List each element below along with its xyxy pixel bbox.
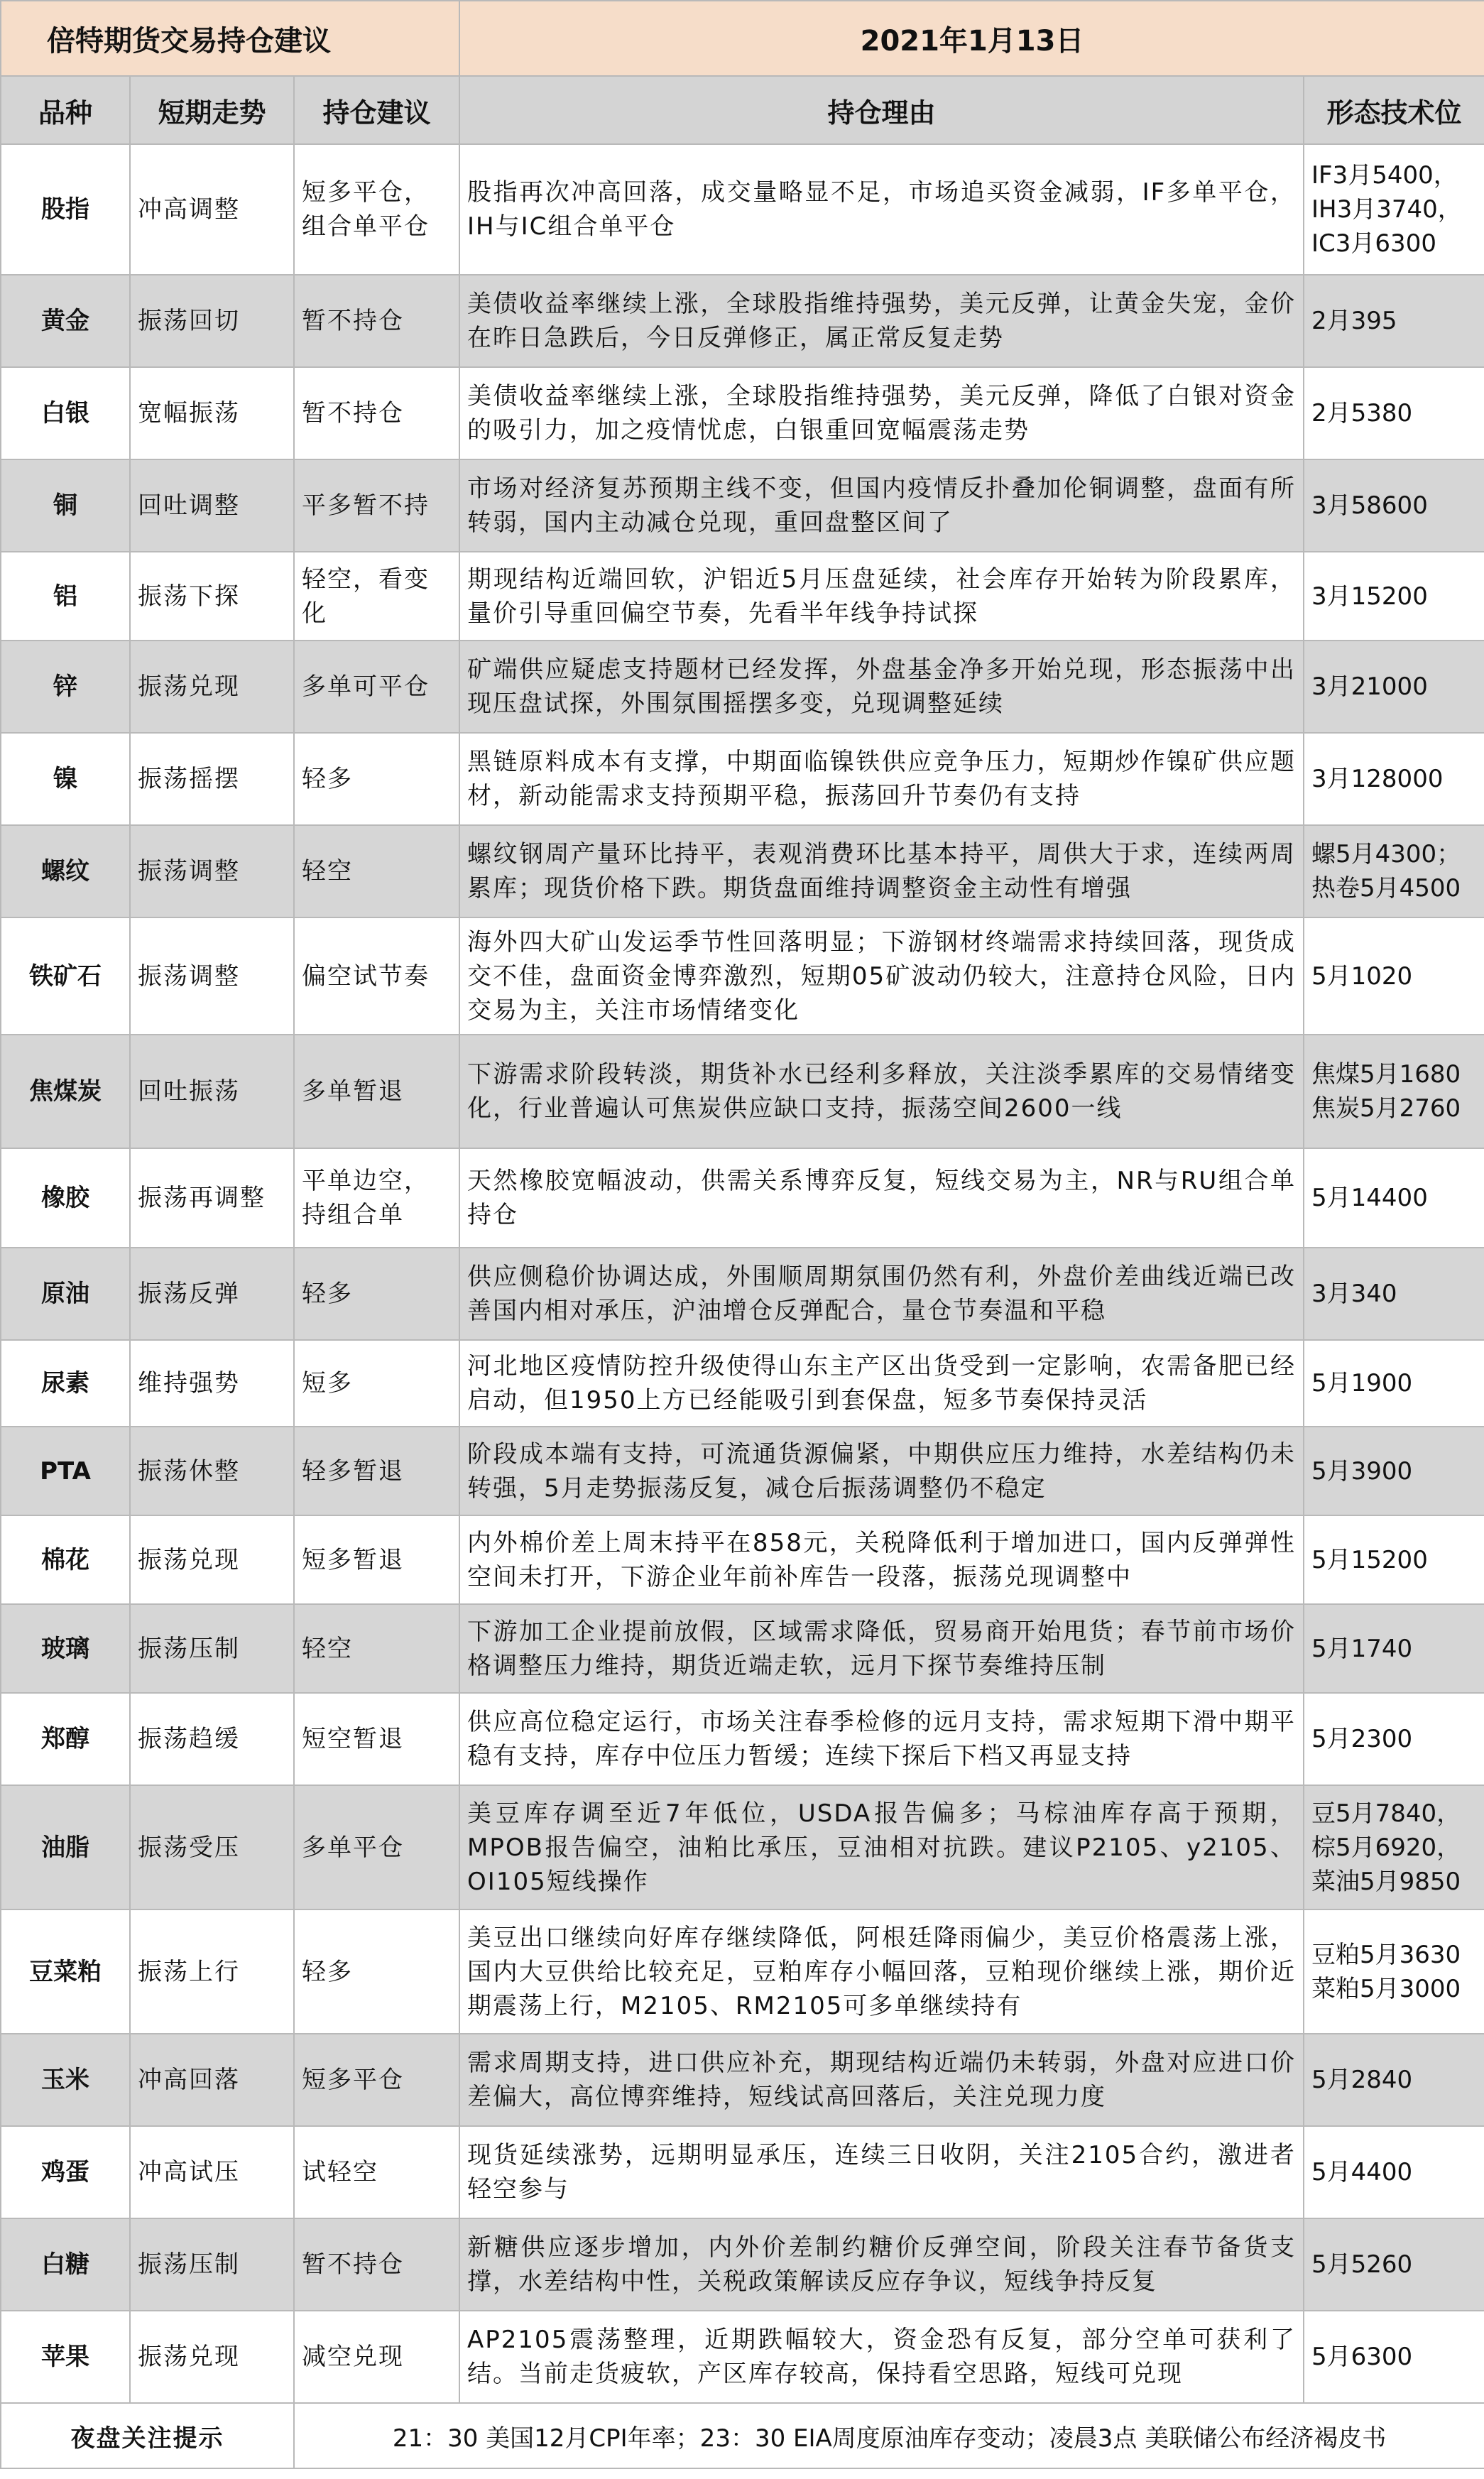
table-row <box>1 275 1484 367</box>
cell-tech: 焦煤5月1680 焦炭5月2760 <box>1304 1035 1484 1148</box>
cell-trend: 回吐调整 <box>130 459 294 552</box>
cell-tech: 豆5月7840， 棕5月6920， 菜油5月9850 <box>1304 1785 1484 1909</box>
cell-tech: 5月15200 <box>1304 1515 1484 1604</box>
cell-advice: 平多暂不持 <box>294 459 459 552</box>
header-reason: 持仓理由 <box>459 76 1304 144</box>
cell-reason: 海外四大矿山发运季节性回落明显；下游钢材终端需求持续回落，现货成交不佳，盘面资金博弈激烈，短期05矿波动仍较大，注意持仓风险，日内交易为主，关注市场情绪变化 <box>459 917 1304 1035</box>
cell-advice: 轻多 <box>294 1248 459 1340</box>
cell-reason: 下游需求阶段转淡，期货补水已经利多释放，关注淡季累库的交易情绪变化，行业普遍认可焦炭供应缺口支持，振荡空间2600一线 <box>459 1035 1304 1148</box>
cell-variety: 橡胶 <box>1 1148 130 1248</box>
footer-label: 夜盘关注提示 <box>1 2403 294 2468</box>
cell-reason: 市场对经济复苏预期主线不变，但国内疫情反扑叠加伦铜调整，盘面有所转弱，国内主动减仓兑现，重回盘整区间了 <box>459 459 1304 552</box>
cell-trend: 振荡反弹 <box>130 1248 294 1340</box>
cell-tech: 2月5380 <box>1304 367 1484 459</box>
cell-trend: 宽幅振荡 <box>130 367 294 459</box>
table-row <box>1 1604 1484 1693</box>
cell-tech: 2月395 <box>1304 275 1484 367</box>
cell-advice: 轻多 <box>294 1909 459 2034</box>
cell-reason: AP2105震荡整理，近期跌幅较大，资金恐有反复，部分空单可获利了结。当前走货疲软，产区库存较高，保持看空思路，短线可兑现 <box>459 2311 1304 2403</box>
cell-advice: 多单平仓 <box>294 1785 459 1909</box>
cell-advice: 轻空，看变化 <box>294 552 459 641</box>
cell-reason: 供应侧稳价协调达成，外围顺周期氛围仍然有利，外盘价差曲线近端已改善国内相对承压，沪油增仓反弹配合，量仓节奏温和平稳 <box>459 1248 1304 1340</box>
cell-variety: 郑醇 <box>1 1693 130 1785</box>
header-tech: 形态技术位 <box>1304 76 1484 144</box>
cell-trend: 振荡压制 <box>130 1604 294 1693</box>
cell-reason: 期现结构近端回软，沪铝近5月压盘延续，社会库存开始转为阶段累库，量价引导重回偏空节奏，先看半年线争持试探 <box>459 552 1304 641</box>
cell-reason: 美债收益率继续上涨，全球股指维持强势，美元反弹，让黄金失宠，金价在昨日急跌后，今日反弹修正，属正常反复走势 <box>459 275 1304 367</box>
cell-variety: 白银 <box>1 367 130 459</box>
cell-tech: 豆粕5月3630 菜粕5月3000 <box>1304 1909 1484 2034</box>
cell-reason: 美豆出口继续向好库存继续降低，阿根廷降雨偏少，美豆价格震荡上涨，国内大豆供给比较充足，豆粕库存小幅回落，豆粕现价继续上涨，期价近期震荡上行，M2105、RM2105可多单继续持有 <box>459 1909 1304 2034</box>
cell-tech: 5月4400 <box>1304 2126 1484 2218</box>
cell-variety: 鸡蛋 <box>1 2126 130 2218</box>
cell-reason: 黑链原料成本有支撑，中期面临镍铁供应竞争压力，短期炒作镍矿供应题材，新动能需求支持预期平稳，振荡回升节奏仍有支持 <box>459 733 1304 825</box>
cell-variety: 螺纹 <box>1 825 130 917</box>
cell-advice: 短多平仓 <box>294 2034 459 2126</box>
cell-variety: 镍 <box>1 733 130 825</box>
cell-variety: 锌 <box>1 641 130 733</box>
cell-variety: 苹果 <box>1 2311 130 2403</box>
cell-trend: 振荡兑现 <box>130 1515 294 1604</box>
cell-reason: 股指再次冲高回落，成交量略显不足，市场追买资金减弱，IF多单平仓，IH与IC组合单平仓 <box>459 144 1304 275</box>
cell-tech: 3月15200 <box>1304 552 1484 641</box>
table-row <box>1 1248 1484 1340</box>
table-row <box>1 1515 1484 1604</box>
cell-tech: 螺5月4300； 热卷5月4500 <box>1304 825 1484 917</box>
cell-advice: 短多暂退 <box>294 1515 459 1604</box>
title-row <box>1 1 1484 76</box>
cell-trend: 振荡受压 <box>130 1785 294 1909</box>
cell-advice: 偏空试节奏 <box>294 917 459 1035</box>
cell-tech: 5月6300 <box>1304 2311 1484 2403</box>
cell-advice: 试轻空 <box>294 2126 459 2218</box>
footer-text: 21：30 美国12月CPI年率；23：30 EIA周度原油库存变动；凌晨3点 美联储公布经济褐皮书 <box>294 2403 1484 2468</box>
cell-advice: 平单边空，持组合单 <box>294 1148 459 1248</box>
table-row <box>1 367 1484 459</box>
table-row <box>1 552 1484 641</box>
cell-trend: 振荡回切 <box>130 275 294 367</box>
cell-reason: 供应高位稳定运行，市场关注春季检修的远月支持，需求短期下滑中期平稳有支持，库存中位压力暂缓；连续下探后下档又再显支持 <box>459 1693 1304 1785</box>
cell-reason: 河北地区疫情防控升级使得山东主产区出货受到一定影响，农需备肥已经启动，但1950上方已经能吸引到套保盘，短多节奏保持灵活 <box>459 1340 1304 1427</box>
cell-tech: 5月1020 <box>1304 917 1484 1035</box>
cell-trend: 振荡兑现 <box>130 641 294 733</box>
cell-variety: 豆菜粕 <box>1 1909 130 2034</box>
table-row <box>1 2311 1484 2403</box>
cell-variety: 白糖 <box>1 2218 130 2311</box>
cell-tech: 5月5260 <box>1304 2218 1484 2311</box>
cell-trend: 振荡兑现 <box>130 2311 294 2403</box>
cell-advice: 轻多暂退 <box>294 1427 459 1515</box>
cell-reason: 螺纹钢周产量环比持平，表观消费环比基本持平，周供大于求，连续两周累库；现货价格下跌。期货盘面维持调整资金主动性有增强 <box>459 825 1304 917</box>
cell-variety: 油脂 <box>1 1785 130 1909</box>
cell-reason: 现货延续涨势，远期明显承压，连续三日收阴，关注2105合约，激进者轻空参与 <box>459 2126 1304 2218</box>
table-date: 2021年1月13日 <box>459 1 1484 76</box>
cell-trend: 振荡摇摆 <box>130 733 294 825</box>
cell-trend: 回吐振荡 <box>130 1035 294 1148</box>
table-row <box>1 1035 1484 1148</box>
cell-advice: 减空兑现 <box>294 2311 459 2403</box>
table-row <box>1 917 1484 1035</box>
cell-trend: 振荡调整 <box>130 825 294 917</box>
cell-trend: 振荡上行 <box>130 1909 294 2034</box>
table-row <box>1 733 1484 825</box>
cell-variety: 股指 <box>1 144 130 275</box>
cell-reason: 新糖供应逐步增加，内外价差制约糖价反弹空间，阶段关注春节备货支撑，水差结构中性，关税政策解读反应存争议，短线争持反复 <box>459 2218 1304 2311</box>
cell-reason: 矿端供应疑虑支持题材已经发挥，外盘基金净多开始兑现，形态振荡中出现压盘试探，外围氛围摇摆多变，兑现调整延续 <box>459 641 1304 733</box>
cell-trend: 振荡趋缓 <box>130 1693 294 1785</box>
table-row <box>1 144 1484 275</box>
cell-variety: 棉花 <box>1 1515 130 1604</box>
table-row <box>1 2126 1484 2218</box>
cell-trend: 振荡压制 <box>130 2218 294 2311</box>
footer-row <box>1 2403 1484 2468</box>
table-row <box>1 1909 1484 2034</box>
cell-trend: 振荡下探 <box>130 552 294 641</box>
table-title: 倍特期货交易持仓建议 <box>1 1 459 76</box>
header-advice: 持仓建议 <box>294 76 459 144</box>
table-row <box>1 2218 1484 2311</box>
cell-reason: 下游加工企业提前放假，区域需求降低，贸易商开始甩货；春节前市场价格调整压力维持，期货近端走软，远月下探节奏维持压制 <box>459 1604 1304 1693</box>
table-row <box>1 825 1484 917</box>
cell-variety: 铁矿石 <box>1 917 130 1035</box>
cell-advice: 轻空 <box>294 1604 459 1693</box>
cell-trend: 冲高调整 <box>130 144 294 275</box>
table-row <box>1 1693 1484 1785</box>
header-variety: 品种 <box>1 76 130 144</box>
cell-trend: 振荡再调整 <box>130 1148 294 1248</box>
cell-advice: 短多平仓，组合单平仓 <box>294 144 459 275</box>
cell-reason: 美债收益率继续上涨，全球股指维持强势，美元反弹，降低了白银对资金的吸引力，加之疫情忧虑，白银重回宽幅震荡走势 <box>459 367 1304 459</box>
cell-trend: 振荡休整 <box>130 1427 294 1515</box>
cell-reason: 美豆库存调至近7年低位，USDA报告偏多；马棕油库存高于预期，MPOB报告偏空，油粕比承压，豆油相对抗跌。建议P2105、y2105、OI105短线操作 <box>459 1785 1304 1909</box>
table-row <box>1 641 1484 733</box>
cell-variety: 铝 <box>1 552 130 641</box>
table-row <box>1 459 1484 552</box>
cell-tech: 3月340 <box>1304 1248 1484 1340</box>
table-row <box>1 1427 1484 1515</box>
cell-advice: 暂不持仓 <box>294 2218 459 2311</box>
cell-advice: 多单暂退 <box>294 1035 459 1148</box>
cell-tech: 5月3900 <box>1304 1427 1484 1515</box>
cell-trend: 冲高回落 <box>130 2034 294 2126</box>
cell-variety: 玻璃 <box>1 1604 130 1693</box>
cell-tech: 5月1740 <box>1304 1604 1484 1693</box>
cell-variety: 焦煤炭 <box>1 1035 130 1148</box>
cell-trend: 振荡调整 <box>130 917 294 1035</box>
cell-advice: 短空暂退 <box>294 1693 459 1785</box>
cell-trend: 维持强势 <box>130 1340 294 1427</box>
cell-advice: 轻空 <box>294 825 459 917</box>
table-row <box>1 1785 1484 1909</box>
cell-advice: 多单可平仓 <box>294 641 459 733</box>
cell-variety: PTA <box>1 1427 130 1515</box>
table-row <box>1 1148 1484 1248</box>
table-row <box>1 1340 1484 1427</box>
cell-tech: 5月14400 <box>1304 1148 1484 1248</box>
header-trend: 短期走势 <box>130 76 294 144</box>
cell-tech: 3月58600 <box>1304 459 1484 552</box>
cell-tech: IF3月5400， IH3月3740， IC3月6300 <box>1304 144 1484 275</box>
cell-tech: 5月1900 <box>1304 1340 1484 1427</box>
cell-variety: 铜 <box>1 459 130 552</box>
cell-tech: 3月128000 <box>1304 733 1484 825</box>
cell-trend: 冲高试压 <box>130 2126 294 2218</box>
cell-advice: 暂不持仓 <box>294 367 459 459</box>
cell-tech: 5月2840 <box>1304 2034 1484 2126</box>
cell-tech: 3月21000 <box>1304 641 1484 733</box>
cell-variety: 黄金 <box>1 275 130 367</box>
cell-advice: 暂不持仓 <box>294 275 459 367</box>
cell-reason: 内外棉价差上周末持平在858元，关税降低利于增加进口，国内反弹弹性空间未打开，下游企业年前补库告一段落，振荡兑现调整中 <box>459 1515 1304 1604</box>
cell-variety: 原油 <box>1 1248 130 1340</box>
table-row <box>1 2034 1484 2126</box>
cell-reason: 阶段成本端有支持，可流通货源偏紧，中期供应压力维持，水差结构仍未转强，5月走势振荡反复，减仓后振荡调整仍不稳定 <box>459 1427 1304 1515</box>
cell-reason: 需求周期支持，进口供应补充，期现结构近端仍未转弱，外盘对应进口价差偏大，高位博弈维持，短线试高回落后，关注兑现力度 <box>459 2034 1304 2126</box>
cell-variety: 玉米 <box>1 2034 130 2126</box>
cell-tech: 5月2300 <box>1304 1693 1484 1785</box>
header-row <box>1 76 1484 144</box>
cell-advice: 轻多 <box>294 733 459 825</box>
cell-reason: 天然橡胶宽幅波动，供需关系博弈反复，短线交易为主，NR与RU组合单持仓 <box>459 1148 1304 1248</box>
cell-variety: 尿素 <box>1 1340 130 1427</box>
cell-advice: 短多 <box>294 1340 459 1427</box>
